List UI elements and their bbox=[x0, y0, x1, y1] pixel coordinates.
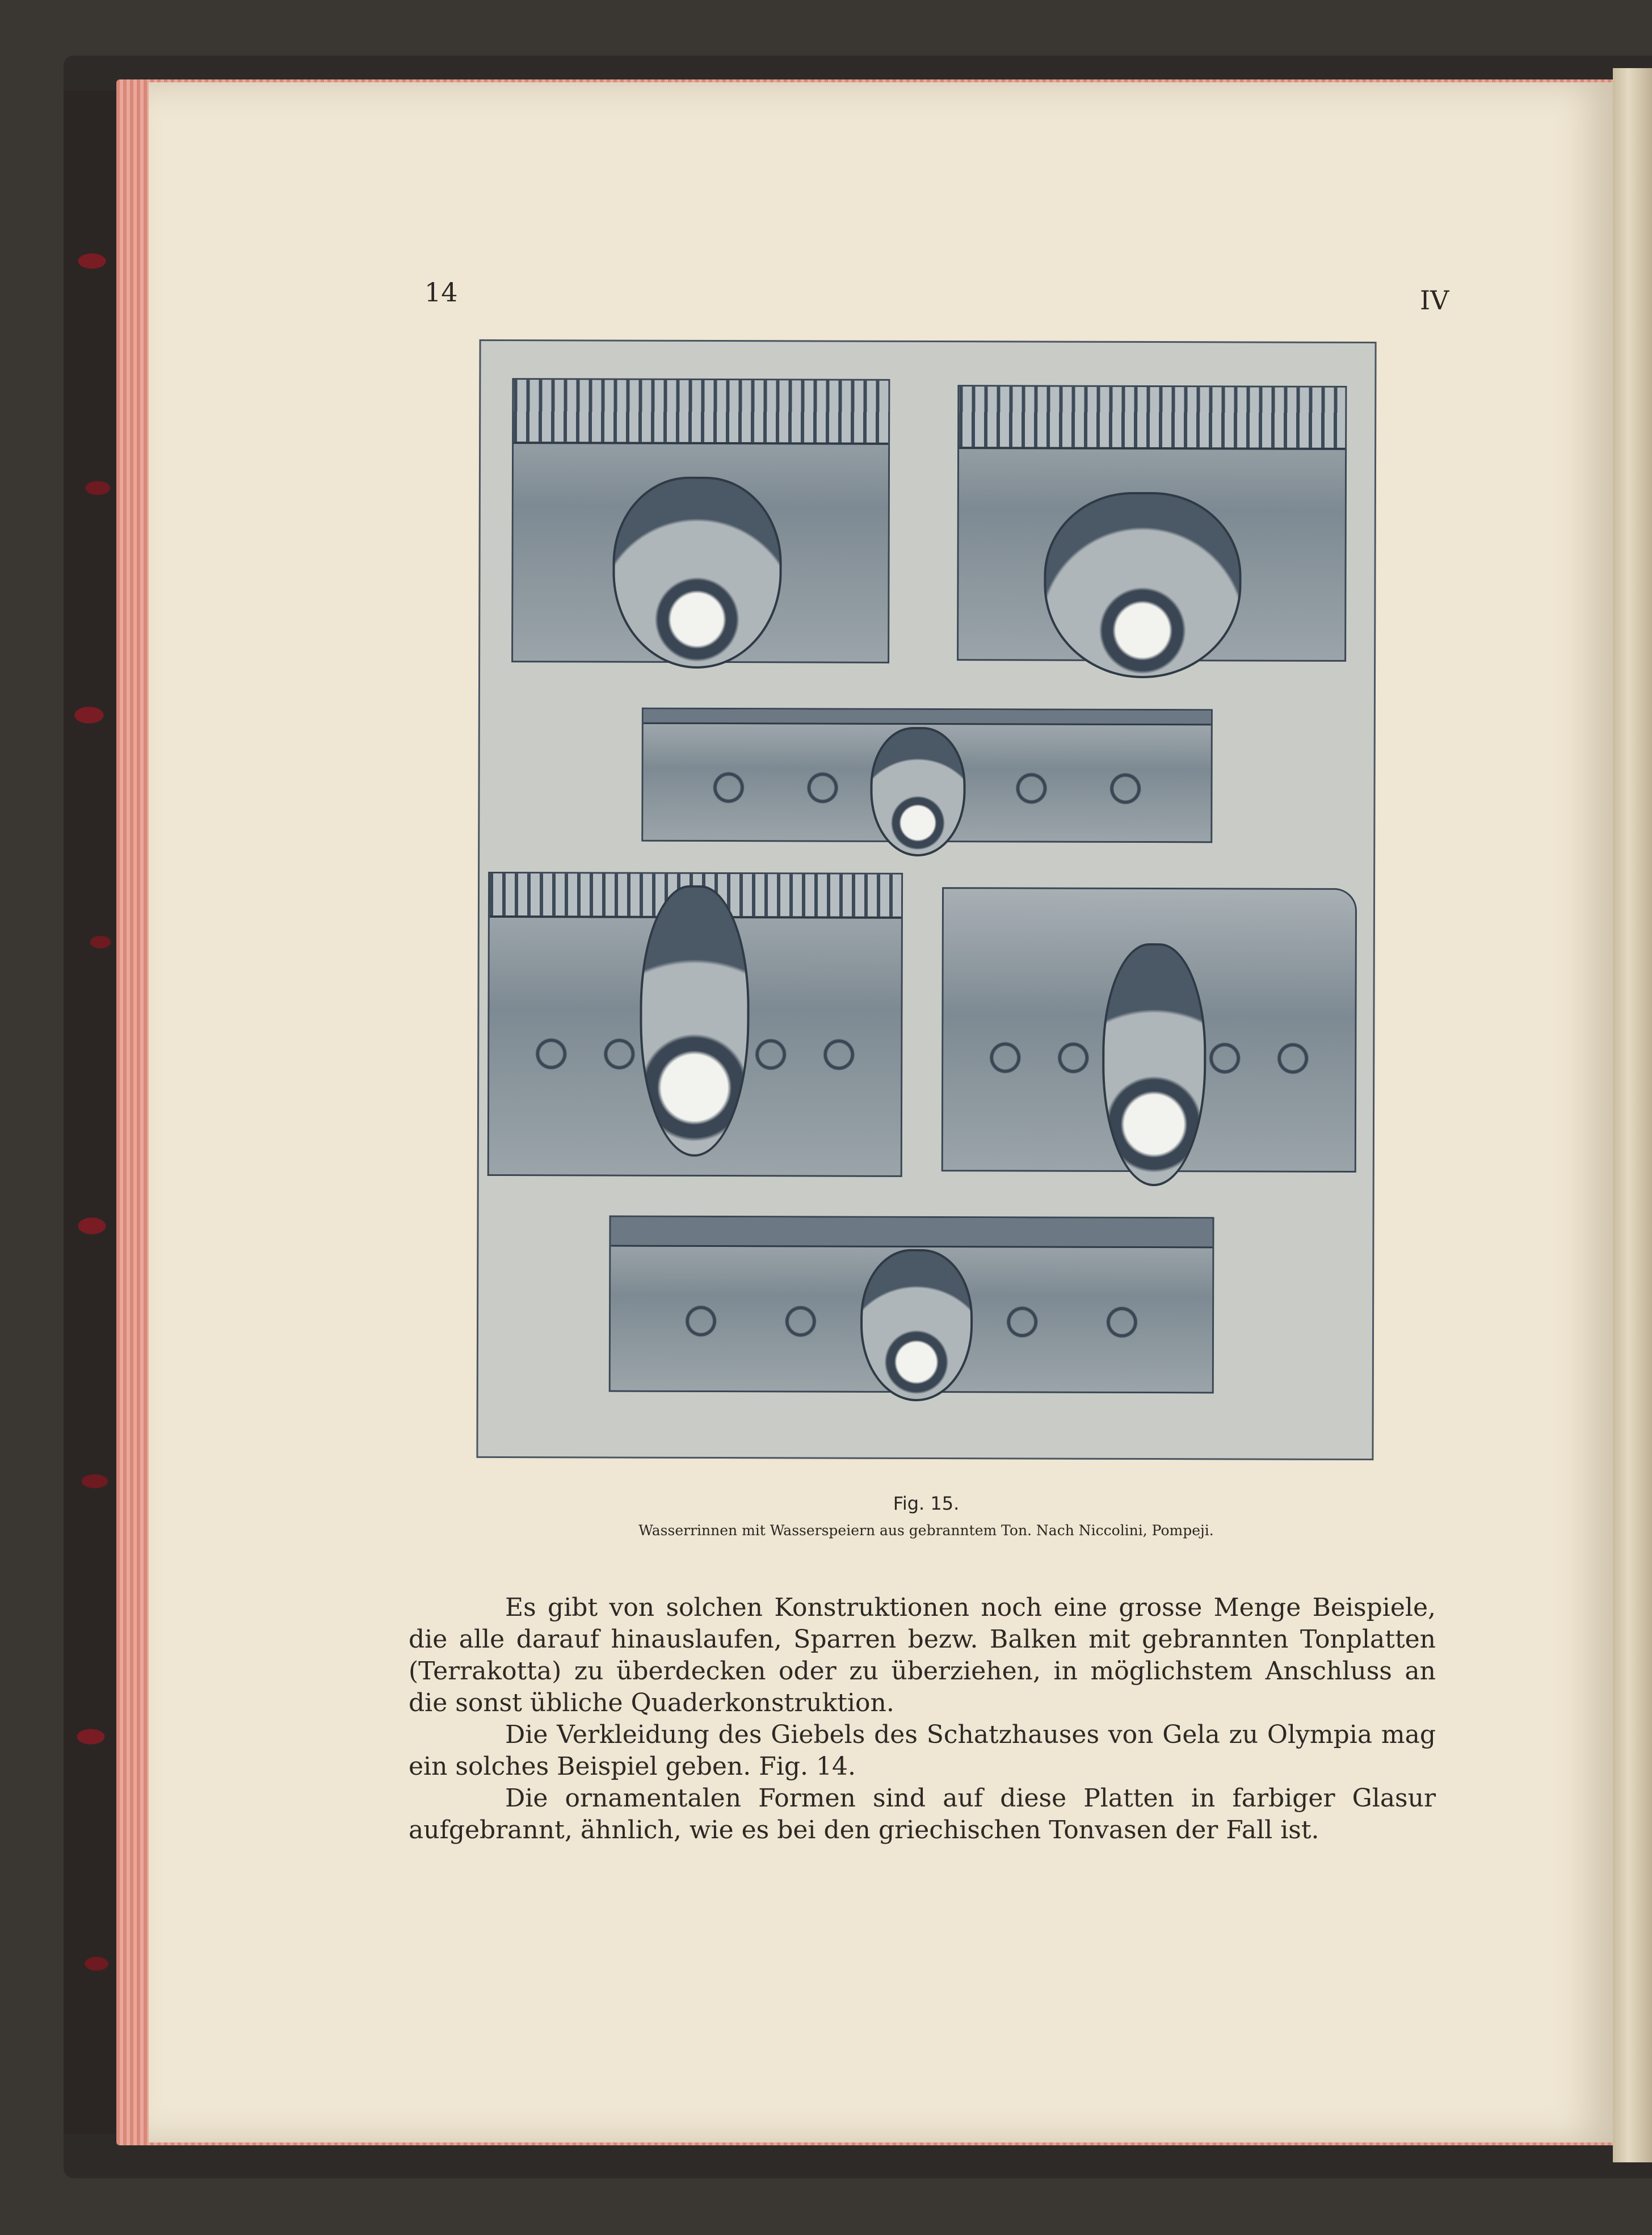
figure-caption: Wasserrinnen mit Wasserspeiern aus gebranntem Ton. Nach Niccolini, Pompeji. bbox=[638, 1522, 1214, 1539]
lion-head-spout-icon bbox=[612, 477, 782, 669]
top-band bbox=[611, 1217, 1212, 1249]
body-text bbox=[409, 1592, 1436, 1846]
facing-page-strip bbox=[1613, 68, 1652, 2162]
relief-dog-tendrils bbox=[487, 872, 903, 1177]
relief-griffins-lion bbox=[941, 887, 1357, 1173]
figure-label: Fig. 15. bbox=[893, 1493, 960, 1514]
dog-figure-spout-icon bbox=[640, 885, 750, 1157]
relief-palmette-strip-bottom bbox=[609, 1216, 1214, 1394]
figure-plate bbox=[476, 339, 1376, 1460]
page-number: 14 bbox=[424, 277, 458, 308]
dentil-molding bbox=[514, 380, 888, 445]
marbled-cover-edge bbox=[64, 91, 120, 2134]
spout-icon bbox=[860, 1249, 973, 1402]
relief-lion-gutter-left bbox=[511, 378, 890, 663]
section-mark: IV bbox=[1420, 285, 1449, 316]
lion-spout-icon bbox=[1102, 943, 1207, 1186]
relief-lion-gutter-right bbox=[957, 385, 1347, 662]
paragraph-3: Die ornamentalen Formen sind auf diese Platten in farbiger Glasur aufgebrannt, ähnlich, wie es bei den griechischen Tonvasen der Fall ist. bbox=[409, 1784, 1436, 1845]
lion-head-spout-icon bbox=[1044, 492, 1242, 679]
paragraph-2: Die Verkleidung des Giebels des Schatzhauses von Gela zu Olympia mag ein solches Beispiel geben. Fig. 14. bbox=[409, 1720, 1436, 1781]
dentil-molding bbox=[959, 386, 1345, 449]
top-band bbox=[644, 709, 1211, 726]
relief-palmette-strip bbox=[641, 708, 1213, 843]
spout-icon bbox=[870, 727, 966, 856]
paragraph-1: Es gibt von solchen Konstruktionen noch eine grosse Menge Beispiele, die alle darauf hinauslaufen, Sparren bezw. Balken mit gebrannten Tonplatten (Terrakotta) zu überdecken oder zu überziehen, in möglichstem Anschluss an die sonst übliche Quaderkonstruktion. bbox=[409, 1593, 1436, 1717]
